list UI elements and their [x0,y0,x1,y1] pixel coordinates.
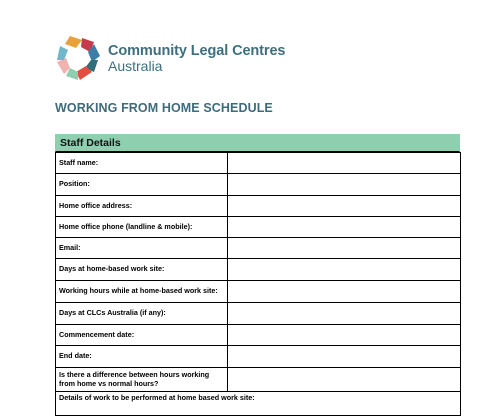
field-label: Email: [56,238,228,259]
table-row [56,259,461,281]
field-label: Home office address: [56,196,228,217]
work-details-field[interactable]: Details of work to be performed at home based work site: [56,392,461,416]
staff-name-field[interactable] [228,153,461,174]
field-label: Staff name: [56,153,228,174]
logo-icon [52,32,104,84]
home-work-days-field[interactable] [228,259,461,281]
field-label: Commencement date: [56,325,228,346]
staff-details-form [55,134,460,416]
working-hours-field[interactable] [228,281,461,303]
table-row [56,281,461,303]
field-label: Days at home-based work site: [56,259,228,281]
field-label: Days at CLCs Australia (if any): [56,303,228,325]
home-office-phone-field[interactable] [228,217,461,238]
field-label: Position: [56,174,228,196]
table-row [56,325,461,346]
commencement-date-field[interactable] [228,325,461,346]
field-label: Home office phone (landline & mobile): [56,217,228,238]
field-label: Working hours while at home-based work site: [56,281,228,303]
field-label: Is there a difference between hours working from home vs normal hours? [56,368,228,392]
staff-details-table [55,152,461,416]
table-row [56,153,461,174]
table-row [56,303,461,325]
table-row [56,196,461,217]
position-field[interactable] [228,174,461,196]
office-days-field[interactable] [228,303,461,325]
organization-subtitle: Australia [108,58,163,74]
table-row [56,238,461,259]
organization-name [108,44,285,74]
field-label: End date: [56,346,228,368]
email-field[interactable] [228,238,461,259]
table-row [56,217,461,238]
table-row [56,346,461,368]
hours-difference-field[interactable] [228,368,461,392]
section-header-staff-details: Staff Details [55,134,460,152]
end-date-field[interactable] [228,346,461,368]
table-row [56,368,461,392]
table-row [56,174,461,196]
table-row [56,392,461,416]
organization-title: Community Legal Centres [108,43,286,59]
home-office-address-field[interactable] [228,196,461,217]
document-title: WORKING FROM HOME SCHEDULE [55,101,273,115]
